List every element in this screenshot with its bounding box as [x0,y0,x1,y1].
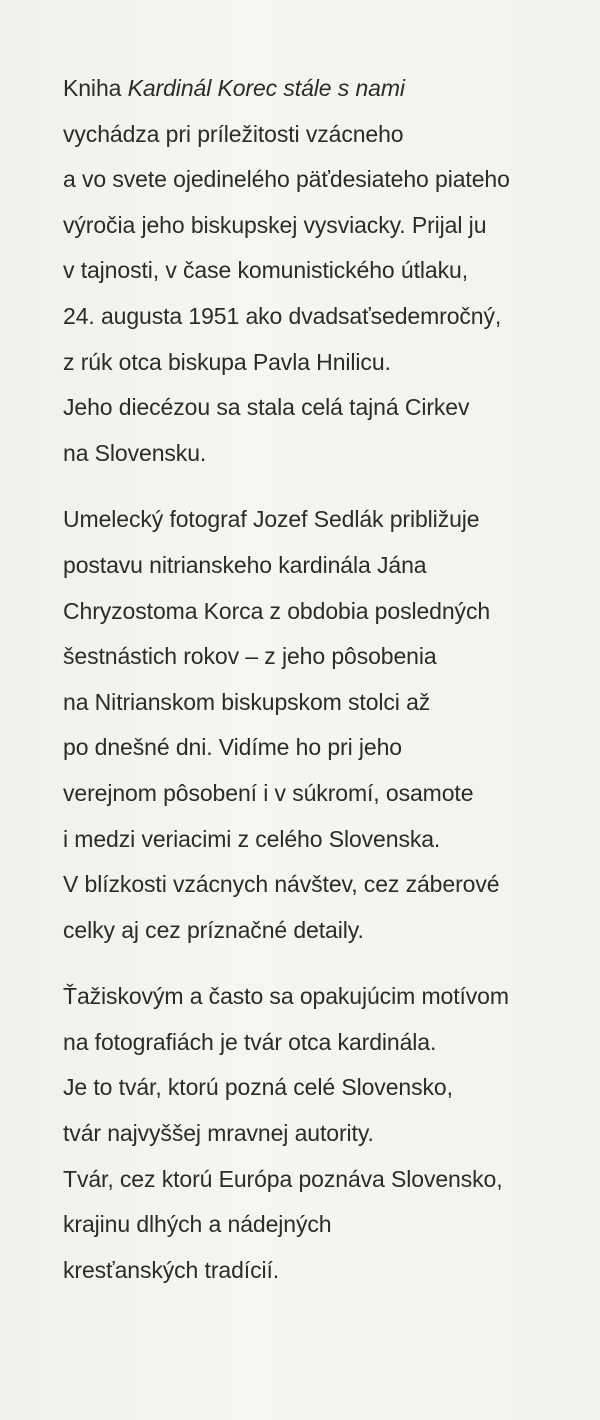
text-line: na Slovensku. [63,439,207,466]
text-line: krajinu dlhých a nádejných [63,1211,332,1238]
text-line: postavu nitrianskeho kardinála Jána [63,551,427,578]
intro-word: Kniha [63,75,128,101]
text-line: Tvár, cez ktorú Európa poznáva Slovensko, [63,1165,503,1192]
text-line: Jeho diecézou sa stala celá tajná Cirkev [63,394,470,421]
book-title: Kardinál Korec stále s nami [127,75,405,101]
text-line: a vo svete ojedinelého päťdesiateho piateho [63,166,510,193]
text-line: na Nitrianskom biskupskom stolci až [63,688,431,715]
text-line: verejnom pôsobení i v súkromí, osamote [63,779,474,806]
text-line: 24. augusta 1951 ako dvadsaťsedemročný, [63,302,502,329]
text-line: i medzi veriacimi z celého Slovenska. [63,825,441,852]
text-line: kresťanských tradícií. [63,1256,280,1283]
text-line: Umelecký fotograf Jozef Sedlák približuje [63,506,480,533]
text-line: po dnešné dni. Vidíme ho pri jeho [63,734,402,761]
text-line: na fotografiách je tvár otca kardinála. [63,1028,437,1055]
paragraph-2 [63,497,583,953]
text-line: z rúk otca biskupa Pavla Hnilicu. [63,348,391,375]
text-line: celky aj cez príznačné detaily. [63,916,364,943]
text-line: v tajnosti, v čase komunistického útlaku, [63,257,468,284]
text-line: šestnástich rokov – z jeho pôsobenia [63,643,437,670]
paragraph-3 [63,974,583,1293]
text-line: Ťažiskovým a často sa opakujúcim motívom [63,983,509,1010]
text-line: vychádza pri príležitosti vzácneho [63,120,404,147]
text-line [63,66,583,112]
text-line: Chryzostoma Korca z obdobia posledných [63,597,491,624]
body-text [63,66,583,1314]
paragraph-1 [63,66,583,476]
text-line: Je to tvár, ktorú pozná celé Slovensko, [63,1074,453,1101]
text-line: výročia jeho biskupskej vysviacky. Prijal ju [63,211,487,238]
text-line: tvár najvyššej mravnej autority. [63,1120,374,1147]
text-line: V blízkosti vzácnych návštev, cez záberové [63,871,500,898]
